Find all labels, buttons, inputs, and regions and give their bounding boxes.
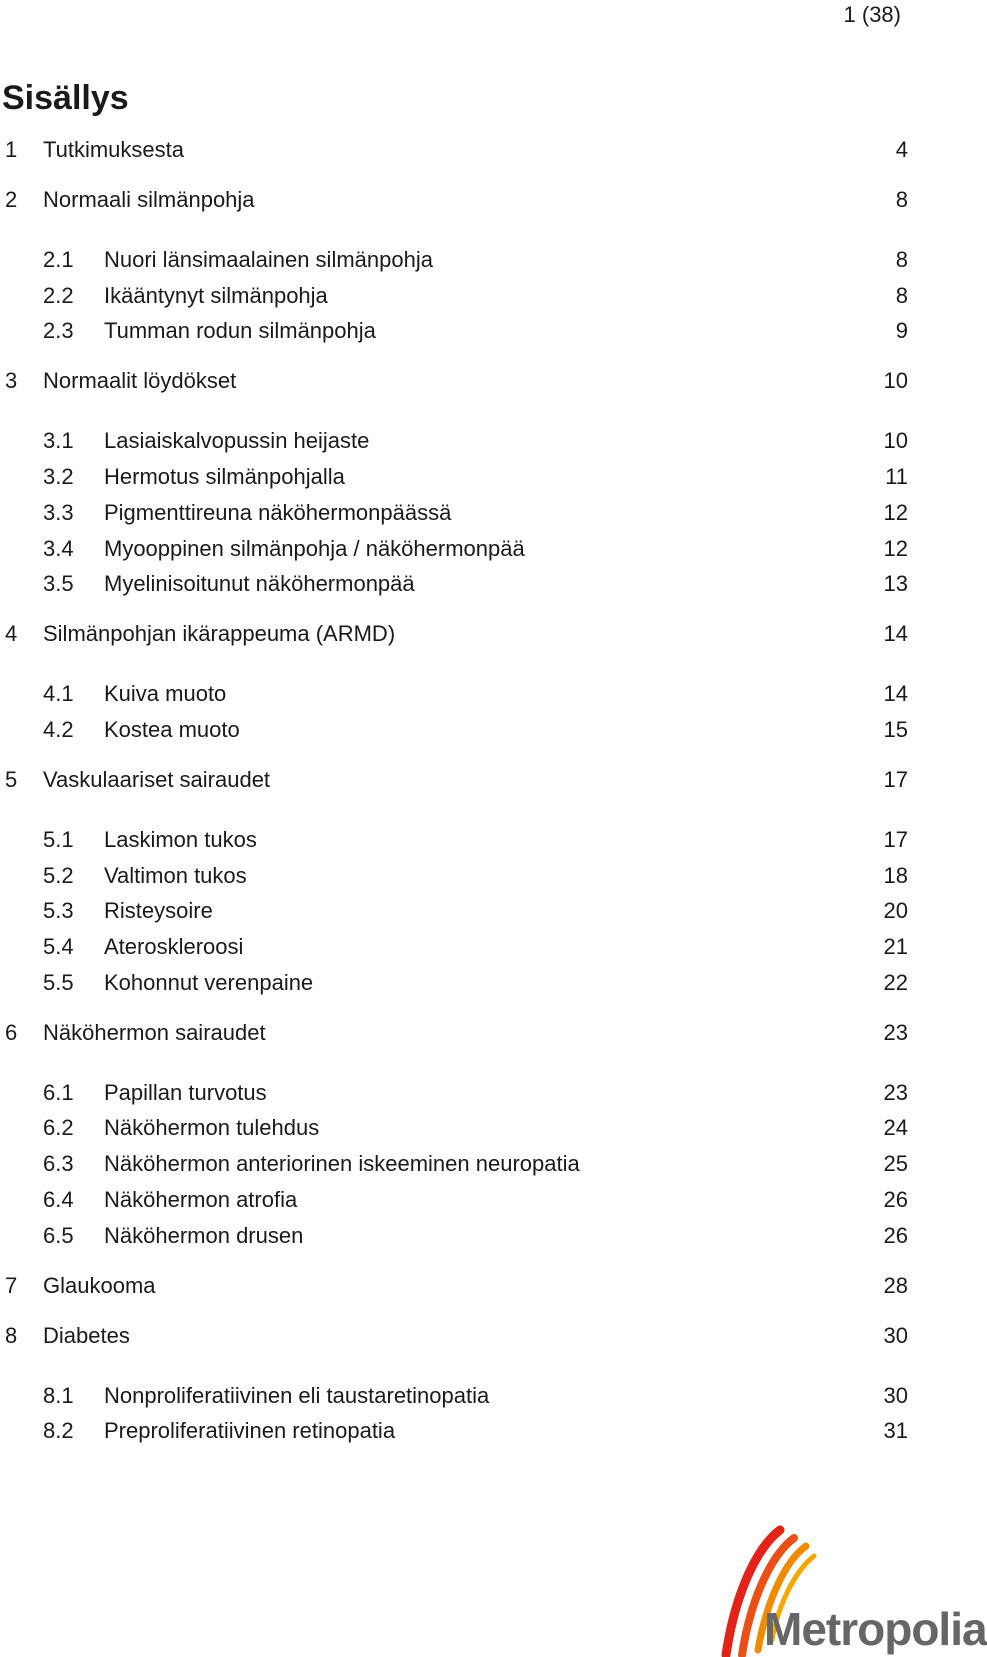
toc-entry-number: 3.3 bbox=[43, 499, 74, 525]
toc-entry-title: Diabetes bbox=[43, 1322, 130, 1348]
logo-text: Metropolia bbox=[764, 1603, 987, 1655]
toc-section-entry[interactable] bbox=[0, 426, 960, 456]
toc-chapter-entry[interactable] bbox=[0, 619, 960, 649]
toc-entry-number: 3.2 bbox=[43, 464, 74, 490]
toc-entry-page: 12 bbox=[883, 535, 908, 561]
toc-entry-title: Risteysoire bbox=[104, 898, 213, 924]
toc-entry-number: 7 bbox=[5, 1272, 18, 1298]
toc-entry-title: Ikääntynyt silmänpohja bbox=[104, 282, 328, 308]
toc-entry-number: 8.1 bbox=[43, 1382, 74, 1408]
toc-entry-page: 4 bbox=[895, 137, 908, 162]
toc-entry-title: Näköhermon anteriorinen iskeeminen neuropatia bbox=[104, 1151, 580, 1177]
toc-entry-title: Normaalit löydökset bbox=[43, 368, 237, 394]
toc-entry-number: 5 bbox=[5, 766, 18, 792]
toc-entry-title: Vaskulaariset sairaudet bbox=[43, 766, 271, 792]
toc-entry-page: 13 bbox=[883, 571, 908, 597]
toc-section-entry[interactable] bbox=[0, 679, 960, 709]
toc-section-entry[interactable] bbox=[0, 1185, 960, 1215]
toc-entry-title: Näköhermon drusen bbox=[104, 1222, 304, 1248]
toc-entry-number: 2.1 bbox=[43, 247, 74, 272]
toc-section-entry[interactable] bbox=[0, 861, 960, 891]
toc-entry-page: 31 bbox=[883, 1418, 908, 1444]
toc-entry-title: Nonproliferatiivinen eli taustaretinopatia bbox=[104, 1382, 490, 1408]
toc-section-entry[interactable] bbox=[0, 462, 960, 492]
toc-entry-page: 9 bbox=[895, 318, 908, 344]
toc-entry-title: Hermotus silmänpohjalla bbox=[104, 464, 345, 490]
toc-entry-number: 6 bbox=[5, 1019, 18, 1045]
toc-entry-page: 21 bbox=[883, 934, 908, 959]
toc-entry-number: 5.4 bbox=[43, 934, 74, 959]
toc-entry-number: 6.3 bbox=[43, 1151, 74, 1177]
toc-entry-page: 18 bbox=[883, 862, 908, 888]
toc-entry-number: 4.1 bbox=[43, 681, 74, 707]
toc-chapter-entry[interactable] bbox=[0, 185, 960, 215]
toc-entry-number: 2.2 bbox=[43, 282, 74, 308]
toc-entry-title: Laskimon tukos bbox=[104, 826, 257, 852]
toc-chapter-entry[interactable] bbox=[0, 135, 960, 165]
toc-entry-number: 6.5 bbox=[43, 1222, 74, 1248]
toc-section-entry[interactable] bbox=[0, 1149, 960, 1179]
toc-section-entry[interactable] bbox=[0, 1381, 960, 1411]
toc-entry-page: 25 bbox=[883, 1151, 908, 1177]
toc-section-entry[interactable] bbox=[0, 534, 960, 564]
metropolia-logo bbox=[720, 1530, 987, 1657]
toc-entry-title: Glaukooma bbox=[43, 1272, 156, 1298]
toc-section-entry[interactable] bbox=[0, 932, 960, 962]
toc-entry-page: 15 bbox=[883, 716, 908, 742]
toc-entry-title: Pigmenttireuna näköhermonpäässä bbox=[104, 499, 452, 525]
toc-entry-title: Preproliferatiivinen retinopatia bbox=[104, 1418, 396, 1444]
toc-entry-number: 2.3 bbox=[43, 318, 74, 344]
toc-entry-title: Näköhermon tulehdus bbox=[104, 1115, 320, 1141]
toc-entry-page: 30 bbox=[883, 1382, 908, 1408]
toc-entry-number: 5.5 bbox=[43, 969, 74, 995]
toc-entry-page: 24 bbox=[883, 1115, 908, 1141]
toc-section-entry[interactable] bbox=[0, 1113, 960, 1143]
toc-entry-number: 3 bbox=[5, 368, 18, 394]
toc-entry-number: 8.2 bbox=[43, 1418, 74, 1444]
toc-section-entry[interactable] bbox=[0, 1416, 960, 1446]
toc-entry-page: 20 bbox=[883, 898, 908, 924]
toc-heading: Sisällys bbox=[2, 79, 129, 117]
toc-section-entry[interactable] bbox=[0, 1221, 960, 1251]
toc-entry-page: 26 bbox=[883, 1222, 908, 1248]
toc-chapter-entry[interactable] bbox=[0, 366, 960, 396]
toc-section-entry[interactable] bbox=[0, 245, 960, 275]
toc-chapter-entry[interactable] bbox=[0, 765, 960, 795]
page-number: 1 (38) bbox=[843, 2, 901, 27]
toc-entry-title: Lasiaiskalvopussin heijaste bbox=[104, 428, 370, 454]
toc-entry-title: Myooppinen silmänpohja / näköhermonpää bbox=[104, 535, 525, 561]
toc-entry-title: Nuori länsimaalainen silmänpohja bbox=[104, 247, 433, 272]
toc-entry-number: 6.4 bbox=[43, 1186, 74, 1212]
toc-entry-title: Ateroskleroosi bbox=[104, 934, 244, 959]
toc-section-entry[interactable] bbox=[0, 1078, 960, 1108]
toc-entry-number: 5.2 bbox=[43, 862, 74, 888]
toc-chapter-entry[interactable] bbox=[0, 1018, 960, 1048]
toc-entry-page: 28 bbox=[883, 1272, 908, 1298]
toc-section-entry[interactable] bbox=[0, 316, 960, 346]
toc-entry-page: 17 bbox=[883, 826, 908, 852]
toc-entry-number: 2 bbox=[5, 187, 18, 212]
toc-entry-page: 17 bbox=[883, 766, 908, 792]
toc-entry-page: 23 bbox=[883, 1079, 908, 1105]
toc-entry-title: Valtimon tukos bbox=[104, 862, 247, 888]
toc-entry-page: 8 bbox=[895, 187, 908, 212]
toc-entry-title: Tumman rodun silmänpohja bbox=[104, 318, 376, 344]
toc-entry-number: 3.1 bbox=[43, 428, 74, 454]
toc-entry-page: 8 bbox=[895, 282, 908, 308]
toc-section-entry[interactable] bbox=[0, 968, 960, 998]
toc-entry-title: Myelinisoitunut näköhermonpää bbox=[104, 571, 415, 597]
toc-section-entry[interactable] bbox=[0, 569, 960, 599]
toc-entry-page: 10 bbox=[883, 428, 908, 454]
toc-entry-page: 30 bbox=[883, 1322, 908, 1348]
toc-entry-number: 6.1 bbox=[43, 1079, 74, 1105]
toc-section-entry[interactable] bbox=[0, 281, 960, 311]
toc-entry-title: Silmänpohjan ikärappeuma (ARMD) bbox=[43, 621, 396, 647]
toc-entry-title: Papillan turvotus bbox=[104, 1079, 267, 1105]
toc-entry-page: 23 bbox=[883, 1019, 908, 1045]
toc-entry-page: 12 bbox=[883, 499, 908, 525]
toc-entry-number: 4.2 bbox=[43, 716, 74, 742]
toc-entry-title: Normaali silmänpohja bbox=[43, 187, 255, 212]
toc-chapter-entry[interactable] bbox=[0, 1321, 960, 1351]
toc-entry-number: 6.2 bbox=[43, 1115, 74, 1141]
toc-entry-number: 3.4 bbox=[43, 535, 74, 561]
toc-entry-number: 1 bbox=[5, 137, 18, 162]
toc-section-entry[interactable] bbox=[0, 825, 960, 855]
toc-entry-title: Kostea muoto bbox=[104, 716, 240, 742]
toc-entry-page: 22 bbox=[883, 969, 908, 995]
toc-section-entry[interactable] bbox=[0, 715, 960, 745]
toc-entry-page: 8 bbox=[895, 247, 908, 272]
toc-section-entry[interactable] bbox=[0, 498, 960, 528]
toc-entry-title: Näköhermon sairaudet bbox=[43, 1019, 266, 1045]
toc-entry-number: 3.5 bbox=[43, 571, 74, 597]
toc-entry-page: 14 bbox=[883, 621, 908, 647]
toc-section-entry[interactable] bbox=[0, 896, 960, 926]
toc-entry-page: 14 bbox=[883, 681, 908, 707]
toc-entry-number: 5.1 bbox=[43, 826, 74, 852]
toc-entry-title: Kohonnut verenpaine bbox=[104, 969, 314, 995]
toc-entry-number: 4 bbox=[5, 621, 18, 647]
toc-entry-page: 26 bbox=[883, 1186, 908, 1212]
toc-entry-number: 5.3 bbox=[43, 898, 74, 924]
toc-entry-title: Kuiva muoto bbox=[104, 681, 227, 707]
toc-entry-number: 8 bbox=[5, 1322, 18, 1348]
toc-entry-title: Tutkimuksesta bbox=[43, 137, 185, 162]
toc-chapter-entry[interactable] bbox=[0, 1271, 960, 1301]
toc-entry-page: 11 bbox=[885, 464, 908, 490]
toc-entry-page: 10 bbox=[883, 368, 908, 394]
toc-entry-title: Näköhermon atrofia bbox=[104, 1186, 298, 1212]
